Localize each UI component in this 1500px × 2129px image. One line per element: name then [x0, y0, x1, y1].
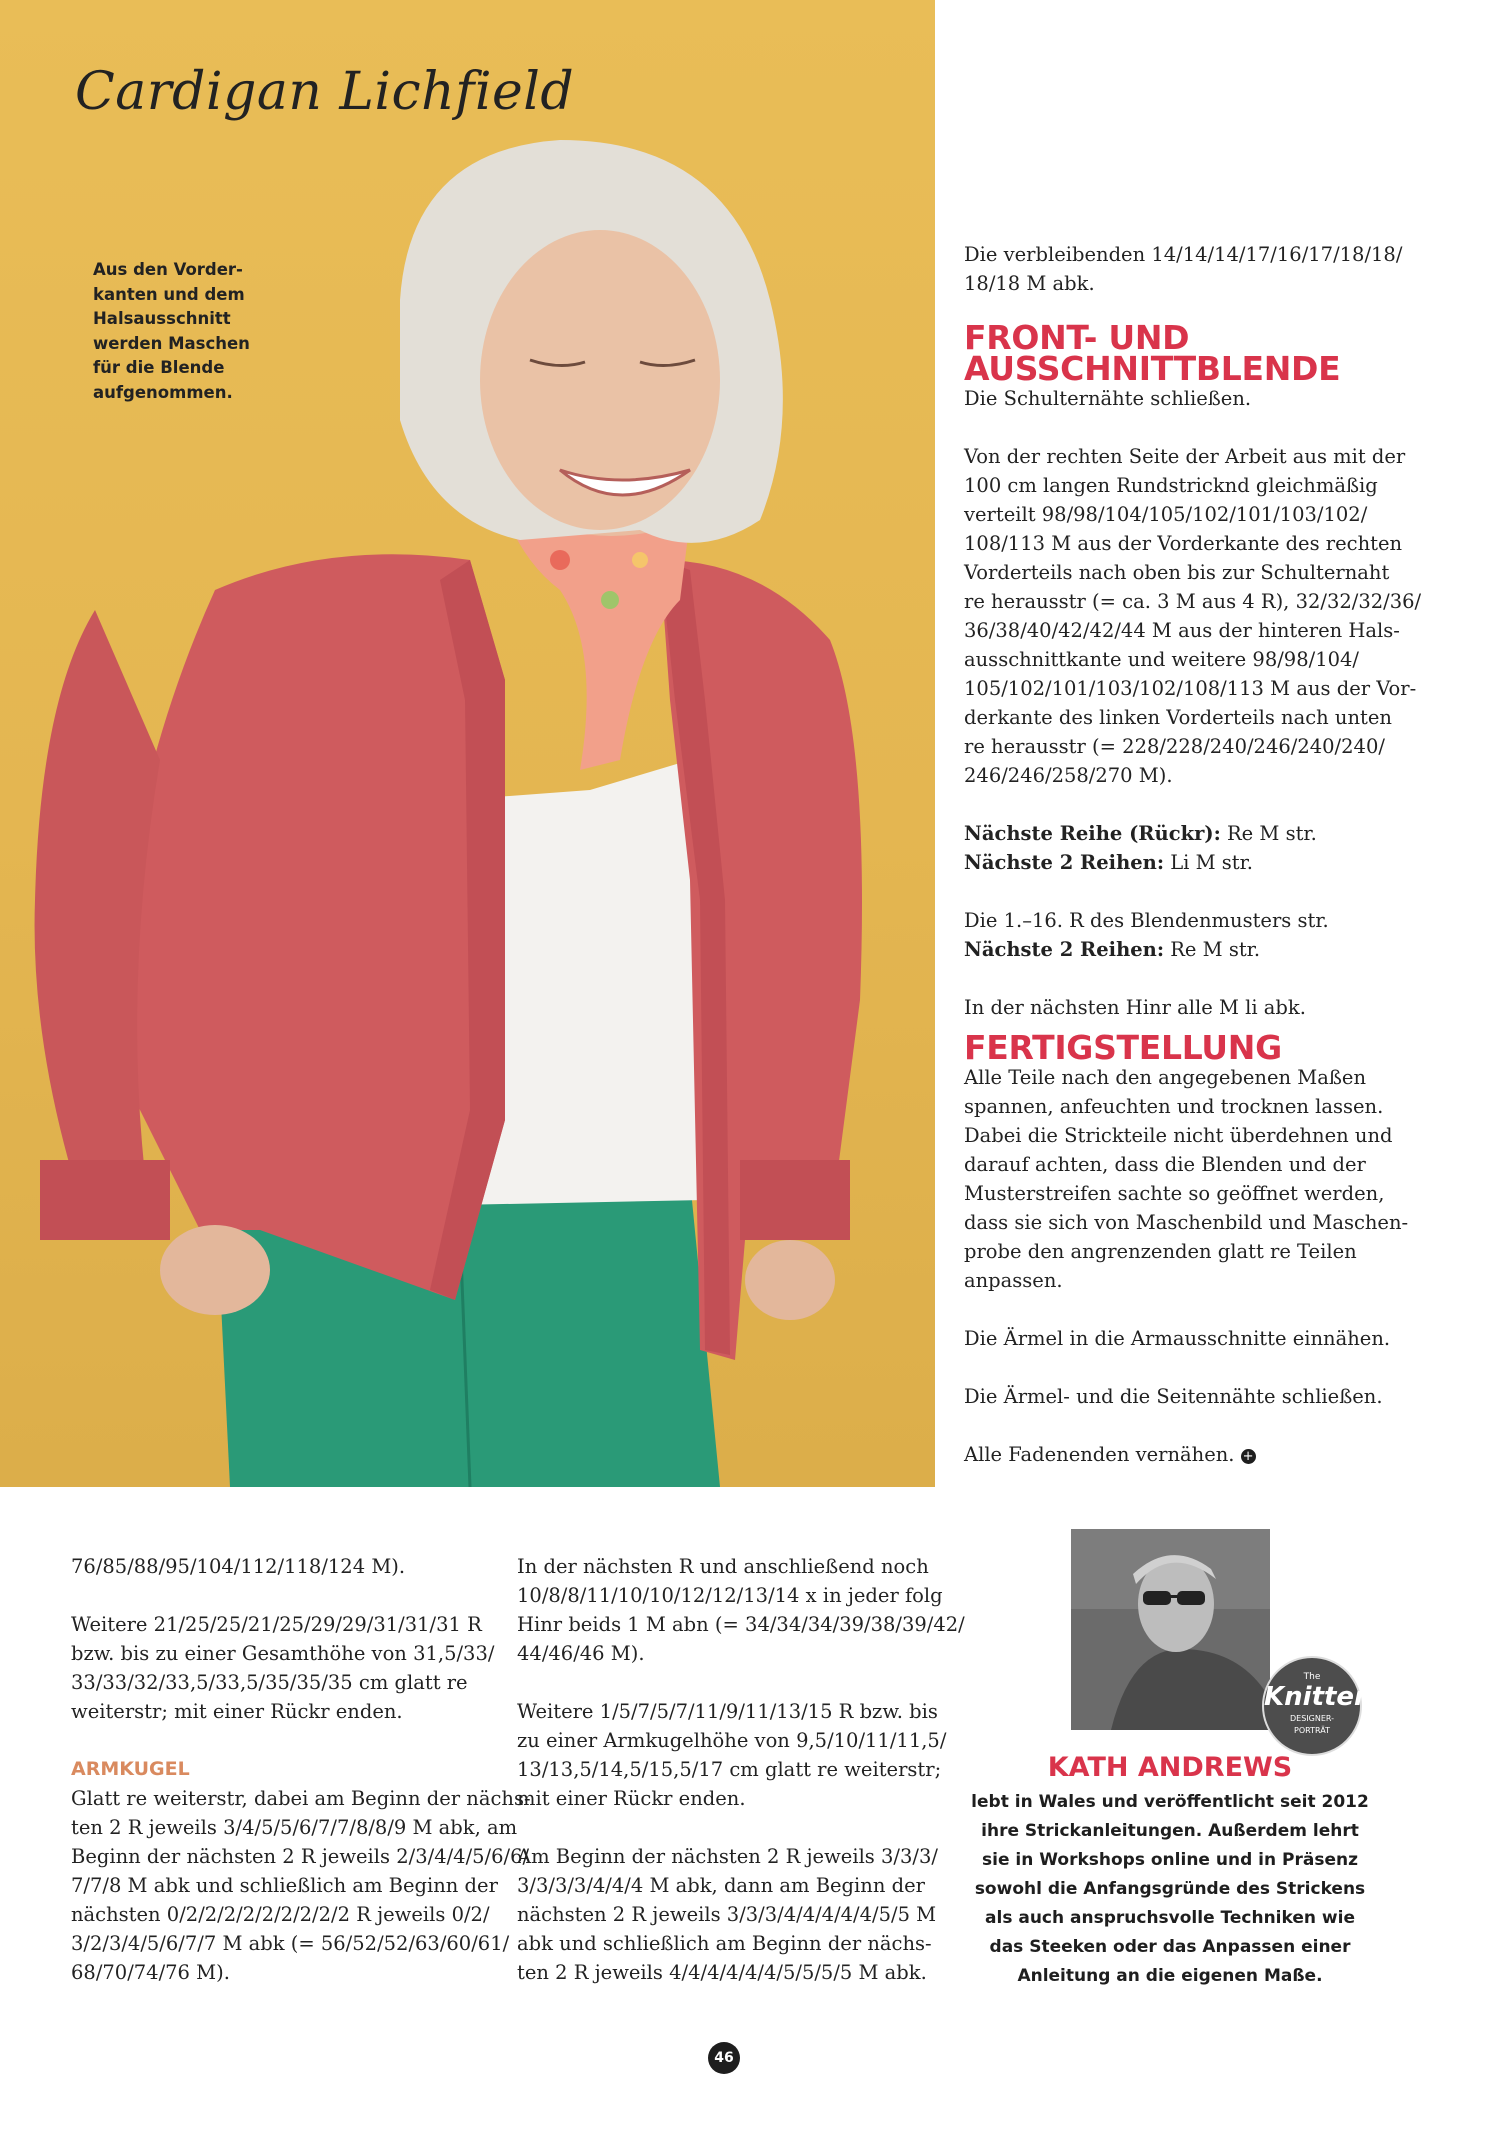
text-line: dass sie sich von Maschenbild und Maschen- [964, 1211, 1409, 1234]
col-b-paragraph-3 [517, 1842, 947, 1987]
text-line: abk und schließlich am Beginn der nächs- [517, 1932, 932, 1955]
model-illustration [0, 0, 935, 1487]
text-line: nächsten 2 R jeweils 3/3/3/4/4/4/4/4/5/5 M [517, 1903, 937, 1926]
row-instruction [964, 848, 1474, 877]
bind-off-instruction [964, 993, 1474, 1022]
text-line: Vorderteils nach oben bis zur Schulternaht [964, 561, 1390, 584]
text-line: 18/18 M abk. [964, 272, 1095, 295]
designer-bio [970, 1788, 1370, 1991]
text-line: Glatt re weiterstr, dabei am Beginn der nächs- [71, 1787, 531, 1810]
plus-circle-icon: + [1241, 1449, 1256, 1464]
section-heading-front-band [964, 318, 1474, 388]
text-line: als auch anspruchsvolle Techniken wie [985, 1908, 1355, 1928]
caption-line: für die Blende [93, 358, 225, 377]
page-title: Cardigan Lichfield [75, 62, 575, 122]
text-line: Anleitung an die eigenen Maße. [1017, 1966, 1323, 1986]
caption-line: Halsausschnitt [93, 309, 231, 328]
finishing-paragraph-3 [964, 1382, 1474, 1411]
text-line: Alle Fadenenden vernähen. [964, 1443, 1235, 1466]
text-line: In der nächsten Hinr alle M li abk. [964, 996, 1306, 1019]
text-line: ten 2 R jeweils 4/4/4/4/4/4/5/5/5/5 M abk. [517, 1961, 927, 1984]
text-line: 33/33/32/33,5/33,5/35/35/35 cm glatt re [71, 1671, 468, 1694]
text-line: weiterstr; mit einer Rückr enden. [71, 1700, 403, 1723]
text-line: Dabei die Strickteile nicht überdehnen und [964, 1124, 1393, 1147]
text-line: 3/2/3/4/5/6/7/7 M abk (= 56/52/52/63/60/61/ [71, 1932, 510, 1955]
text-line: Weitere 21/25/25/21/25/29/29/31/31/31 R [71, 1613, 482, 1636]
designer-name: KATH ANDREWS [1047, 1752, 1293, 1783]
heading-line: FERTIGSTELLUNG [964, 1028, 1282, 1067]
row-text: Re M str. [1170, 938, 1261, 961]
row-text: Re M str. [1226, 822, 1317, 845]
text-line: zu einer Armkugelhöhe von 9,5/10/11/11,5/ [517, 1729, 947, 1752]
text-line: ten 2 R jeweils 3/4/5/5/6/7/7/8/8/9 M abk, am [71, 1816, 518, 1839]
text-line: 10/8/8/11/10/10/12/12/13/14 x in jeder folg [517, 1584, 943, 1607]
text-line: anpassen. [964, 1269, 1063, 1292]
section-heading-finishing [964, 1028, 1474, 1067]
text-line: Die verbleibenden 14/14/14/17/16/17/18/18/ [964, 243, 1403, 266]
col-a-paragraph-3 [71, 1784, 531, 1987]
text-line: Am Beginn der nächsten 2 R jeweils 3/3/3/ [517, 1845, 938, 1868]
text-line: 76/85/88/95/104/112/118/124 M). [71, 1555, 406, 1578]
text-line: In der nächsten R und anschließend noch [517, 1555, 929, 1578]
heading-line: AUSSCHNITTBLENDE [964, 349, 1341, 388]
finishing-paragraph-2 [964, 1324, 1474, 1353]
column-b [517, 1552, 965, 1987]
text-line: derkante des linken Vorderteils nach unten [964, 706, 1392, 729]
row-instruction: Die 1.–16. R des Blendenmusters str. [964, 909, 1329, 932]
text-line: Die Ärmel- und die Seitennähte schließen. [964, 1385, 1383, 1408]
text-line: mit einer Rückr enden. [517, 1787, 746, 1810]
text-line: re herausstr (= ca. 3 M aus 4 R), 32/32/32/36/ [964, 590, 1422, 613]
text-line: Beginn der nächsten 2 R jeweils 2/3/4/4/5/6/6/ [71, 1845, 530, 1868]
row-instruction [964, 819, 1474, 848]
finishing-paragraph-4 [964, 1440, 1474, 1469]
col-a-paragraph-1 [71, 1552, 501, 1581]
text-line: sowohl die Anfangsgründe des Strickens [974, 1879, 1366, 1899]
caption-line: Aus den Vorder- [93, 260, 243, 279]
finishing-paragraph-1 [964, 1063, 1474, 1295]
col-b-paragraph-1 [517, 1552, 965, 1668]
row-label: Nächste 2 Reihen: [964, 938, 1165, 961]
text-line: 13/13,5/14,5/15,5/17 cm glatt re weiterstr; [517, 1758, 942, 1781]
text-line: 108/113 M aus der Vorderkante des rechten [964, 532, 1403, 555]
text-line: sie in Workshops online und in Präsenz [982, 1850, 1358, 1870]
row-instructions [964, 819, 1474, 877]
text-line: ausschnittkante und weitere 98/98/104/ [964, 648, 1359, 671]
badge-text: PORTRÄT [1294, 1726, 1330, 1735]
text-line: Hinr beids 1 M abn (= 34/34/34/39/38/39/42/ [517, 1613, 965, 1636]
row-instruction [964, 935, 1474, 964]
row-label: Nächste Reihe (Rückr): [964, 822, 1221, 845]
caption-line: aufgenommen. [93, 382, 233, 402]
text-line: 100 cm langen Rundstricknd gleichmäßig [964, 474, 1378, 497]
badge-text: The [1303, 1672, 1321, 1682]
text-line: ihre Strickanleitungen. Außerdem lehrt [981, 1821, 1359, 1841]
badge-logo-text: Knitter [1264, 1682, 1367, 1712]
section1-paragraph-1 [964, 384, 1474, 413]
designer-portrait [1071, 1529, 1270, 1730]
text-line: Weitere 1/5/7/5/7/11/9/11/13/15 R bzw. bis [517, 1700, 938, 1723]
text-line: Die Ärmel in die Armausschnitte einnähen. [964, 1327, 1391, 1350]
text-line: probe den angrenzenden glatt re Teilen [964, 1240, 1357, 1263]
text-line: Musterstreifen sachte so geöffnet werden, [964, 1182, 1385, 1205]
text-line: 68/70/74/76 M). [71, 1961, 230, 1984]
text-line: Von der rechten Seite der Arbeit aus mit der [964, 445, 1406, 468]
text-line: lebt in Wales und veröffentlicht seit 2012 [971, 1792, 1369, 1812]
text-line: 3/3/3/3/4/4/4 M abk, dann am Beginn der [517, 1874, 925, 1897]
designer-portrait-illustration [1071, 1529, 1270, 1730]
text-line: 36/38/40/42/42/44 M aus der hinteren Hals- [964, 619, 1400, 642]
caption-line: kanten und dem [93, 284, 245, 304]
text-line: re herausstr (= 228/228/240/246/240/240/ [964, 735, 1385, 758]
text-line: 246/246/258/270 M). [964, 764, 1173, 787]
section-heading-sleeve-cap: ARMKUGEL [71, 1758, 190, 1780]
col-b-paragraph-2 [517, 1697, 947, 1813]
text-line: Die Schulternähte schließen. [964, 387, 1252, 410]
text-line: spannen, anfeuchten und trocknen lassen. [964, 1095, 1384, 1118]
heading-line: FRONT- UND [964, 318, 1190, 357]
text-line: 44/46/46 M). [517, 1642, 645, 1665]
text-line: nächsten 0/2/2/2/2/2/2/2/2/2 R jeweils 0/2/ [71, 1903, 490, 1926]
text-line: darauf achten, dass die Blenden und der [964, 1153, 1366, 1176]
section1-paragraph-2 [964, 442, 1474, 790]
caption-line: werden Maschen [93, 333, 250, 353]
photo-caption [93, 258, 283, 405]
text-line: bzw. bis zu einer Gesamthöhe von 31,5/33/ [71, 1642, 495, 1665]
text-line: Alle Teile nach den angegebenen Maßen [964, 1066, 1367, 1089]
text-line: das Steeken oder das Anpassen einer [989, 1937, 1351, 1957]
knitter-designer-badge [1262, 1656, 1367, 1756]
row-instructions-2 [964, 906, 1474, 964]
hero-photo [0, 0, 935, 1487]
right-column [964, 240, 1474, 1469]
intro-paragraph [964, 240, 1474, 298]
badge-text: DESIGNER- [1289, 1714, 1334, 1723]
row-label: Nächste 2 Reihen: [964, 851, 1165, 874]
text-line: 7/7/8 M abk und schließlich am Beginn der [71, 1874, 498, 1897]
col-a-paragraph-2 [71, 1610, 501, 1726]
text-line: 105/102/101/103/102/108/113 M aus der Vor- [964, 677, 1417, 700]
page-number: 46 [708, 2042, 740, 2074]
row-text: Li M str. [1170, 851, 1254, 874]
text-line: verteilt 98/98/104/105/102/101/103/102/ [964, 503, 1368, 526]
column-a [71, 1552, 531, 1987]
